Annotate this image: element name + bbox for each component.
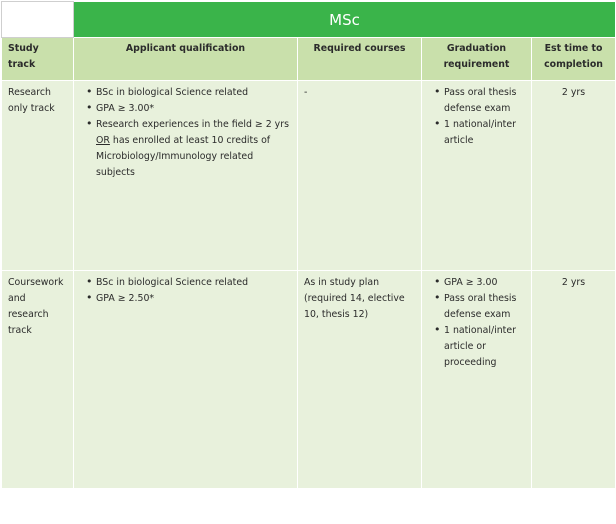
title-row (2, 2, 616, 38)
table-title: MSc (74, 2, 616, 38)
list-item: • 1 national/inter article or proceeding (444, 323, 525, 371)
graduation-list (428, 275, 525, 371)
qual-text-pre: Research experiences in the field ≥ 2 yrs (96, 119, 289, 130)
time-cell: 2 yrs (532, 271, 616, 489)
header-blank-cell (2, 2, 74, 38)
msc-requirements-table (1, 1, 616, 489)
list-item: • GPA ≥ 3.00* (96, 101, 291, 117)
graduation-cell (422, 81, 532, 271)
courses-cell: As in study plan (required 14, elective 10, thesis 12) (298, 271, 422, 489)
or-underlined: OR (96, 135, 110, 146)
qualification-list (80, 275, 291, 307)
header-study-track: Study track (2, 38, 74, 81)
track-cell: Coursework and research track (2, 271, 74, 489)
qual-text-post: has enrolled at least 10 credits of Microbiology/Immunology related subjects (96, 135, 271, 178)
graduation-cell (422, 271, 532, 489)
list-item: • Pass oral thesis defense exam (444, 85, 525, 117)
time-cell: 2 yrs (532, 81, 616, 271)
header-est-time: Est time to completion (532, 38, 616, 81)
header-required-courses: Required courses (298, 38, 422, 81)
list-item: • 1 national/inter article (444, 117, 525, 149)
list-item (96, 117, 291, 181)
column-header-row (2, 38, 616, 81)
header-applicant-qualification: Applicant qualification (74, 38, 298, 81)
graduation-list (428, 85, 525, 149)
courses-cell: - (298, 81, 422, 271)
qualification-list (80, 85, 291, 181)
qualification-cell (74, 81, 298, 271)
track-cell: Research only track (2, 81, 74, 271)
qualification-cell (74, 271, 298, 489)
list-item: • BSc in biological Science related (96, 85, 291, 101)
header-graduation-requirement: Graduation requirement (422, 38, 532, 81)
list-item: • BSc in biological Science related (96, 275, 291, 291)
list-item: • GPA ≥ 3.00 (444, 275, 525, 291)
table-row (2, 81, 616, 271)
list-item: • Pass oral thesis defense exam (444, 291, 525, 323)
list-item: • GPA ≥ 2.50* (96, 291, 291, 307)
table-row (2, 271, 616, 489)
